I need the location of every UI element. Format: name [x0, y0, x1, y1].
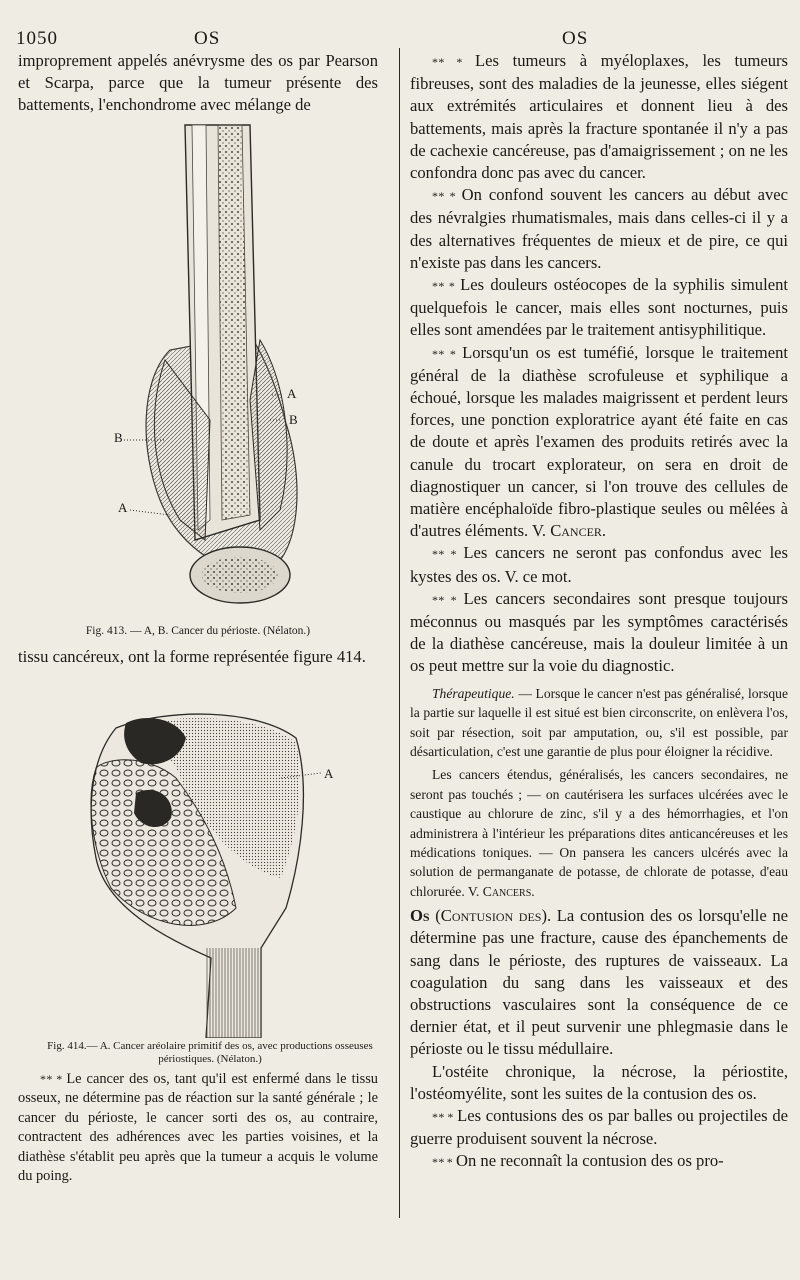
left-mid-block — [18, 646, 378, 668]
paragraph-secondaires — [410, 588, 788, 678]
c4-text: On ne reconnaît la contusion des os pro- — [455, 1151, 724, 1171]
asterism: * * * — [432, 547, 456, 562]
mid-paragraph: tissu cancéreux, ont la forme représentée figure 414. — [18, 647, 366, 666]
p1-text: Les tumeurs à myéloplaxes, les tumeurs fibreuses, sont des maladies de la jeunesse, elles siégent aux extrémités articulaires et donnent lieu à des battements, mais après la fracture spontanée il n'y a pas de cachexie cancéreuse, pas d'amaigrissement ; on ne les confondra donc pas avec du cancer. — [410, 51, 789, 183]
c2-text: L'ostéite chronique, la nécrose, la périostite, l'ostéomyélite, sont les suites de la contusion des os. — [410, 1061, 788, 1103]
running-title-left: OS — [194, 28, 221, 49]
fig413-label-a-left: A — [118, 500, 128, 515]
entry-contusion-des-os — [410, 905, 788, 1060]
paragraph-cancers-etendus — [410, 765, 788, 901]
entry-headword-os: Os — [410, 906, 430, 926]
paragraph-osteite — [410, 1061, 788, 1105]
fig413-label-b-right: B — [289, 412, 298, 427]
figure-413-caption: Fig. 413. — A, B. Cancer du périoste. (Nélaton.) — [85, 625, 311, 637]
asterism: * * * — [432, 1109, 453, 1124]
paragraph-myeloplaxes — [410, 50, 788, 184]
right-column — [410, 50, 788, 1174]
therapeutique-heading: Thérapeutique. — [432, 685, 515, 701]
p6-text: Les cancers secondaires sont presque toujours méconnus ou masqués par les symptômes caractérisés de la diathèse cancéreuse, mais la douleur limitée à un os peut mettre sur la voie du diagnostic. — [410, 588, 788, 676]
asterism: * * * — [40, 1072, 62, 1086]
intro-paragraph: improprement appelés anévrysme des os par Pearson et Scarpa, parce que la tumeur présente des battements, l'enchondrome avec mélange de — [18, 51, 378, 115]
figure-414-illustration — [86, 708, 326, 1038]
asterism: * * * — [432, 189, 455, 204]
paragraph-reconnait — [410, 1150, 788, 1173]
t1-text: — Lorsque le cancer n'est pas généralisé, lorsque la partie sur laquelle il est situé est bien circonscrite, on enlèvera l'os, soit par résection, soit par amputation, ou, s'il est possible, par désarticulation, c'est une garantie de plus pour éloigner la récidive. — [410, 685, 788, 759]
cross-reference-cancers: Cancers. — [482, 883, 535, 899]
paragraph-balles — [410, 1105, 788, 1150]
entry-subheading: (Contusion des). — [435, 906, 552, 926]
fig413-label-b-left: B — [114, 430, 123, 445]
paragraph-syphilis — [410, 274, 788, 342]
cross-reference-cancer: Cancer. — [550, 521, 607, 541]
p3-text: Les douleurs ostéocopes de la syphilis simulent quelquefois le cancer, mais elles sont nocturnes, puis elles sont amendées par le traitement antisyphilitique. — [410, 275, 788, 340]
asterism: * * * — [432, 279, 454, 294]
figure-414-caption: Fig. 414.— A. Cancer aréolaire primitif des os, avec productions osseuses périostiques. (Nélaton.) — [47, 1040, 373, 1065]
cancer-des-os-paragraph — [18, 1070, 378, 1186]
left-column — [18, 50, 378, 117]
p5-text: Les cancers ne seront pas confondus avec les kystes des os. V. ce mot. — [410, 543, 789, 586]
asterism: * * * — [432, 55, 462, 69]
figure-413-illustration — [110, 120, 320, 610]
fig413-label-a-top: A — [287, 386, 297, 401]
asterism: * * * — [432, 1155, 452, 1170]
t2-text: Les cancers étendus, généralisés, les cancers secondaires, ne seront pas touchés ; — on cautérisera les surfaces ulcérées avec le caustique au chlorure de zinc, s'il y a des hémorrhagies, et l'on administrera à l'intérieur les préparations dites anticancéreuses et les médications toniques. — On pansera les cancers ulcérés avec la solution de permanganate de potasse, de chlorate de potasse, d'eau chlorurée. V. — [410, 767, 788, 899]
p2-text: On confond souvent les cancers au début avec des névralgies rhumatismales, mais dans celles-ci il y a des alternatives fréquentes de mieux et de pire, ce qui n'existe pas dans les cancers. — [410, 185, 788, 272]
fig414-label-a: A — [324, 766, 334, 781]
contusion-text: La contusion des os lorsqu'elle ne détermine pas une fracture, cause des épanchements de sang dans le périoste, des ruptures de vaisseaux. La coagulation du sang dans les vaisseaux et des obstructions vasculaires sont la conséquence de ce dernier état, et il peut survenir une phlegmasie dans le périoste ou le tissu médullaire. — [410, 906, 788, 1059]
column-divider — [399, 48, 400, 1218]
asterism: * * * — [432, 592, 456, 607]
cancer-des-os-text: Le cancer des os, tant qu'il est enfermé dans le tissu osseux, ne détermine pas de réaction sur la santé générale ; le cancer du périoste, le cancer sorti des os, au contraire, contractent des adhérences avec les parties voisines, et la diathèse s'établit peu après que la tumeur a acquis le volume du poing. — [18, 1071, 378, 1185]
running-title-right: OS — [562, 28, 589, 49]
page-number: 1050 — [16, 28, 58, 49]
paragraph-therapeutique — [410, 684, 788, 762]
paragraph-nevralgies — [410, 184, 788, 274]
c3-text: Les contusions des os par balles ou projectiles de guerre produisent souvent la nécrose. — [410, 1105, 788, 1149]
paragraph-kystes — [410, 542, 788, 587]
asterism: * * * — [432, 346, 455, 361]
p4-text: Lorsqu'un os est tuméfié, lorsque le traitement général de la diathèse scrofuleuse et syphilique a échoué, lorsque les malades maigrissent et perdent leurs forces, une ponction exploratrice ayant été faite en cas de doute et après l'examen des produits retirés avec la canule du trocart explorateur, on sera en droit de diagnostiquer un cancer, si l'on trouve des cellules de matière encéphaloïde fibro-plastique seules ou mêlées à d'autres éléments. V. — [410, 342, 788, 541]
left-bottom-block — [18, 1070, 378, 1186]
paragraph-ponction — [410, 342, 788, 543]
